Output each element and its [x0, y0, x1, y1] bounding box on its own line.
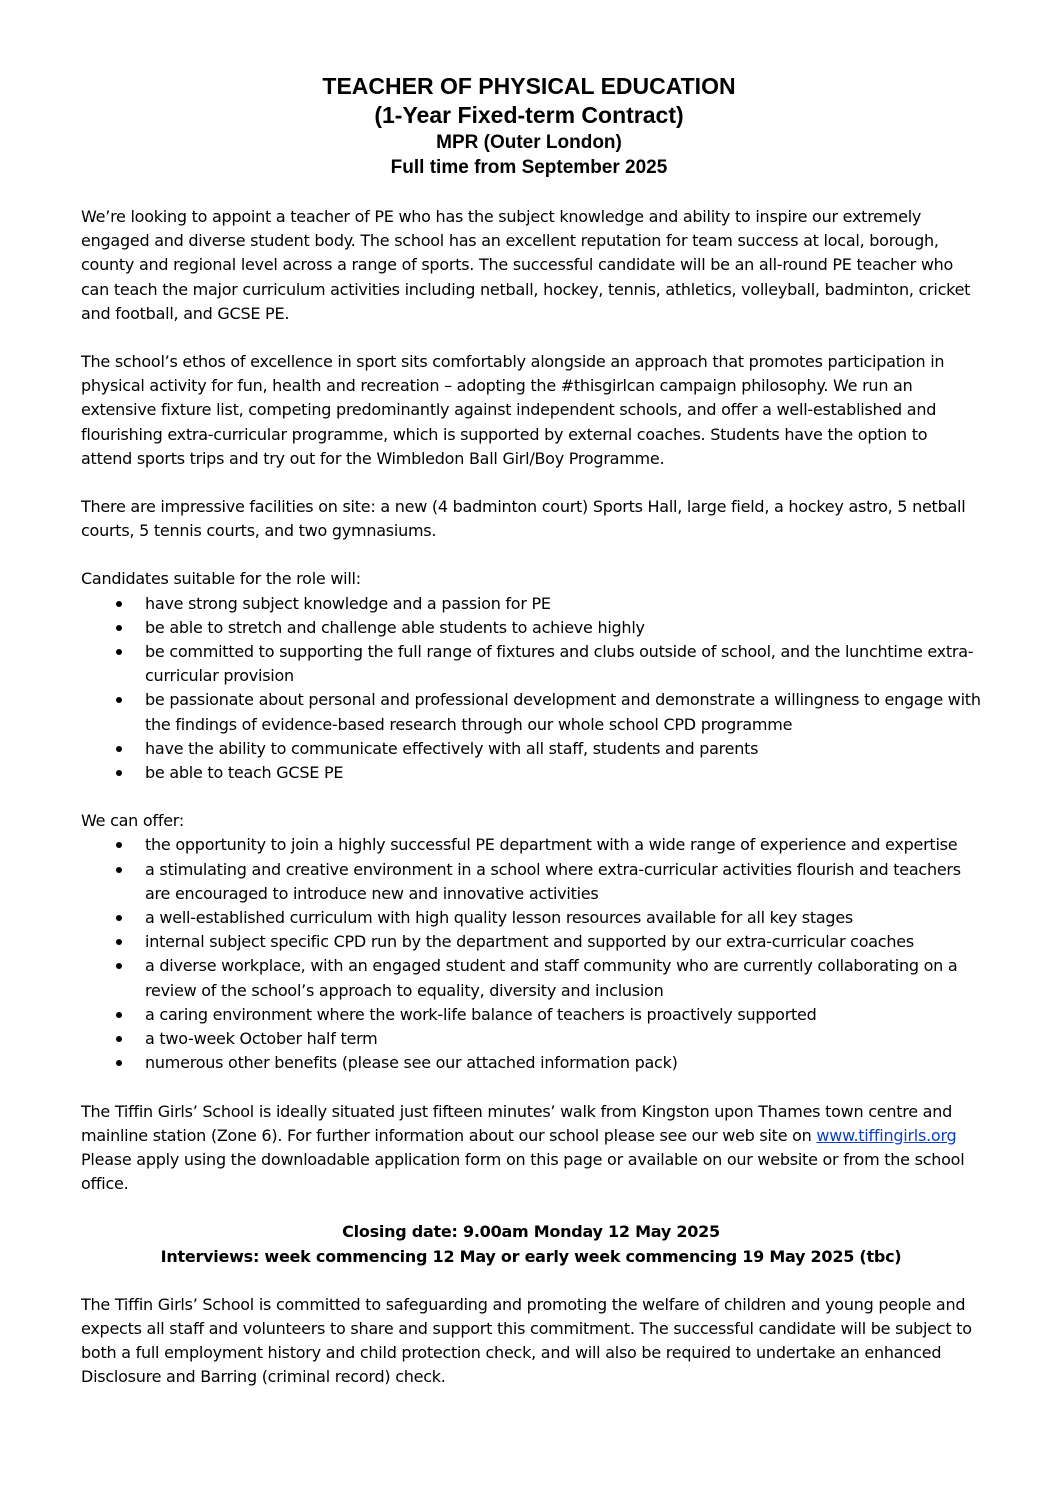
candidates-heading: Candidates suitable for the role will: — [81, 569, 361, 589]
list-item: a stimulating and creative environment in a school where extra-curricular activities flourish and teachers are encouraged to introduce new and innovative activities — [81, 858, 981, 906]
contract-type: (1-Year Fixed-term Contract) — [374, 102, 684, 128]
bullet-icon — [116, 601, 122, 607]
list-item: a caring environment where the work-life balance of teachers is proactively supported — [81, 1003, 981, 1027]
bullet-icon — [116, 915, 122, 921]
bullet-icon — [116, 963, 122, 969]
website-link[interactable]: www.tiffingirls.org — [816, 1125, 957, 1145]
location-paragraph: The Tiffin Girls’ School is ideally situated just fifteen minutes’ walk from Kingston upon Thames town centre and mainline station (Zone 6). For further information about our school please see our web site on www.tiffingirls.org Please apply using the downloadable application form on this page or available on our website or from the school office. — [81, 1101, 965, 1194]
bullet-icon — [116, 1012, 122, 1018]
bullet-icon — [116, 867, 122, 873]
list-item: numerous other benefits (please see our attached information pack) — [81, 1051, 981, 1075]
bullet-icon — [116, 1060, 122, 1066]
list-item: be passionate about personal and professional development and demonstrate a willingness to engage with the findings of evidence-based research through our whole school CPD programme — [81, 688, 981, 736]
ethos-paragraph: The school’s ethos of excellence in sport sits comfortably alongside an approach that promotes participation in physical activity for fun, health and recreation – adopting the #thisgirlcan campaign philosophy. We run an extensive fixture list, competing predominantly against independent schools, and offer a well-established and flourishing extra-curricular programme, which is supported by external coaches. Students have the option to attend sports trips and try out for the Wimbledon Ball Girl/Boy Programme. — [81, 352, 945, 468]
document-body — [81, 205, 981, 1390]
key-dates — [81, 1220, 981, 1268]
offer-list — [81, 833, 981, 1075]
list-item: a diverse workplace, with an engaged student and staff community who are currently collaborating on a review of the school’s approach to equality, diversity and inclusion — [81, 954, 981, 1002]
bullet-icon — [116, 746, 122, 752]
list-item: be able to teach GCSE PE — [81, 761, 981, 785]
list-item: a two-week October half term — [81, 1027, 981, 1051]
intro-paragraph: We’re looking to appoint a teacher of PE who has the subject knowledge and ability to inspire our extremely engaged and diverse student body. The school has an excellent reputation for team success at local, borough, county and regional level across a range of sports. The successful candidate will be an all-round PE teacher who can teach the major curriculum activities including netball, hockey, tennis, athletics, volleyball, badminton, cricket and football, and GCSE PE. — [81, 207, 971, 323]
bullet-icon — [116, 649, 122, 655]
list-item: be committed to supporting the full range of fixtures and clubs outside of school, and the lunchtime extra-curricular provision — [81, 640, 981, 688]
list-item: be able to stretch and challenge able students to achieve highly — [81, 616, 981, 640]
start-date: Full time from September 2025 — [390, 157, 668, 178]
interview-dates: Interviews: week commencing 12 May or early week commencing 19 May 2025 (tbc) — [160, 1246, 902, 1266]
bullet-icon — [116, 939, 122, 945]
list-item: the opportunity to join a highly successful PE department with a wide range of experience and expertise — [81, 833, 981, 857]
facilities-paragraph: There are impressive facilities on site: a new (4 badminton court) Sports Hall, large field, a hockey astro, 5 netball courts, 5 tennis courts, and two gymnasiums. — [81, 497, 966, 541]
bullet-icon — [116, 697, 122, 703]
list-item: a well-established curriculum with high quality lesson resources available for all key stages — [81, 906, 981, 930]
closing-date: Closing date: 9.00am Monday 12 May 2025 — [342, 1222, 720, 1242]
document-header — [0, 72, 1058, 180]
list-item: have the ability to communicate effectively with all staff, students and parents — [81, 737, 981, 761]
bullet-icon — [116, 842, 122, 848]
candidates-list — [81, 592, 981, 786]
pay-scale: MPR (Outer London) — [436, 132, 622, 153]
bullet-icon — [116, 625, 122, 631]
bullet-icon — [116, 770, 122, 776]
list-item: have strong subject knowledge and a passion for PE — [81, 592, 981, 616]
list-item: internal subject specific CPD run by the department and supported by our extra-curricular coaches — [81, 930, 981, 954]
job-title: TEACHER OF PHYSICAL EDUCATION — [322, 73, 736, 99]
offer-heading: We can offer: — [81, 811, 184, 831]
safeguarding-paragraph: The Tiffin Girls’ School is committed to safeguarding and promoting the welfare of children and young people and expects all staff and volunteers to share and support this commitment. The successful candidate will be subject to both a full employment history and child protection check, and will also be required to undertake an enhanced Disclosure and Barring (criminal record) check. — [81, 1294, 972, 1387]
bullet-icon — [116, 1036, 122, 1042]
